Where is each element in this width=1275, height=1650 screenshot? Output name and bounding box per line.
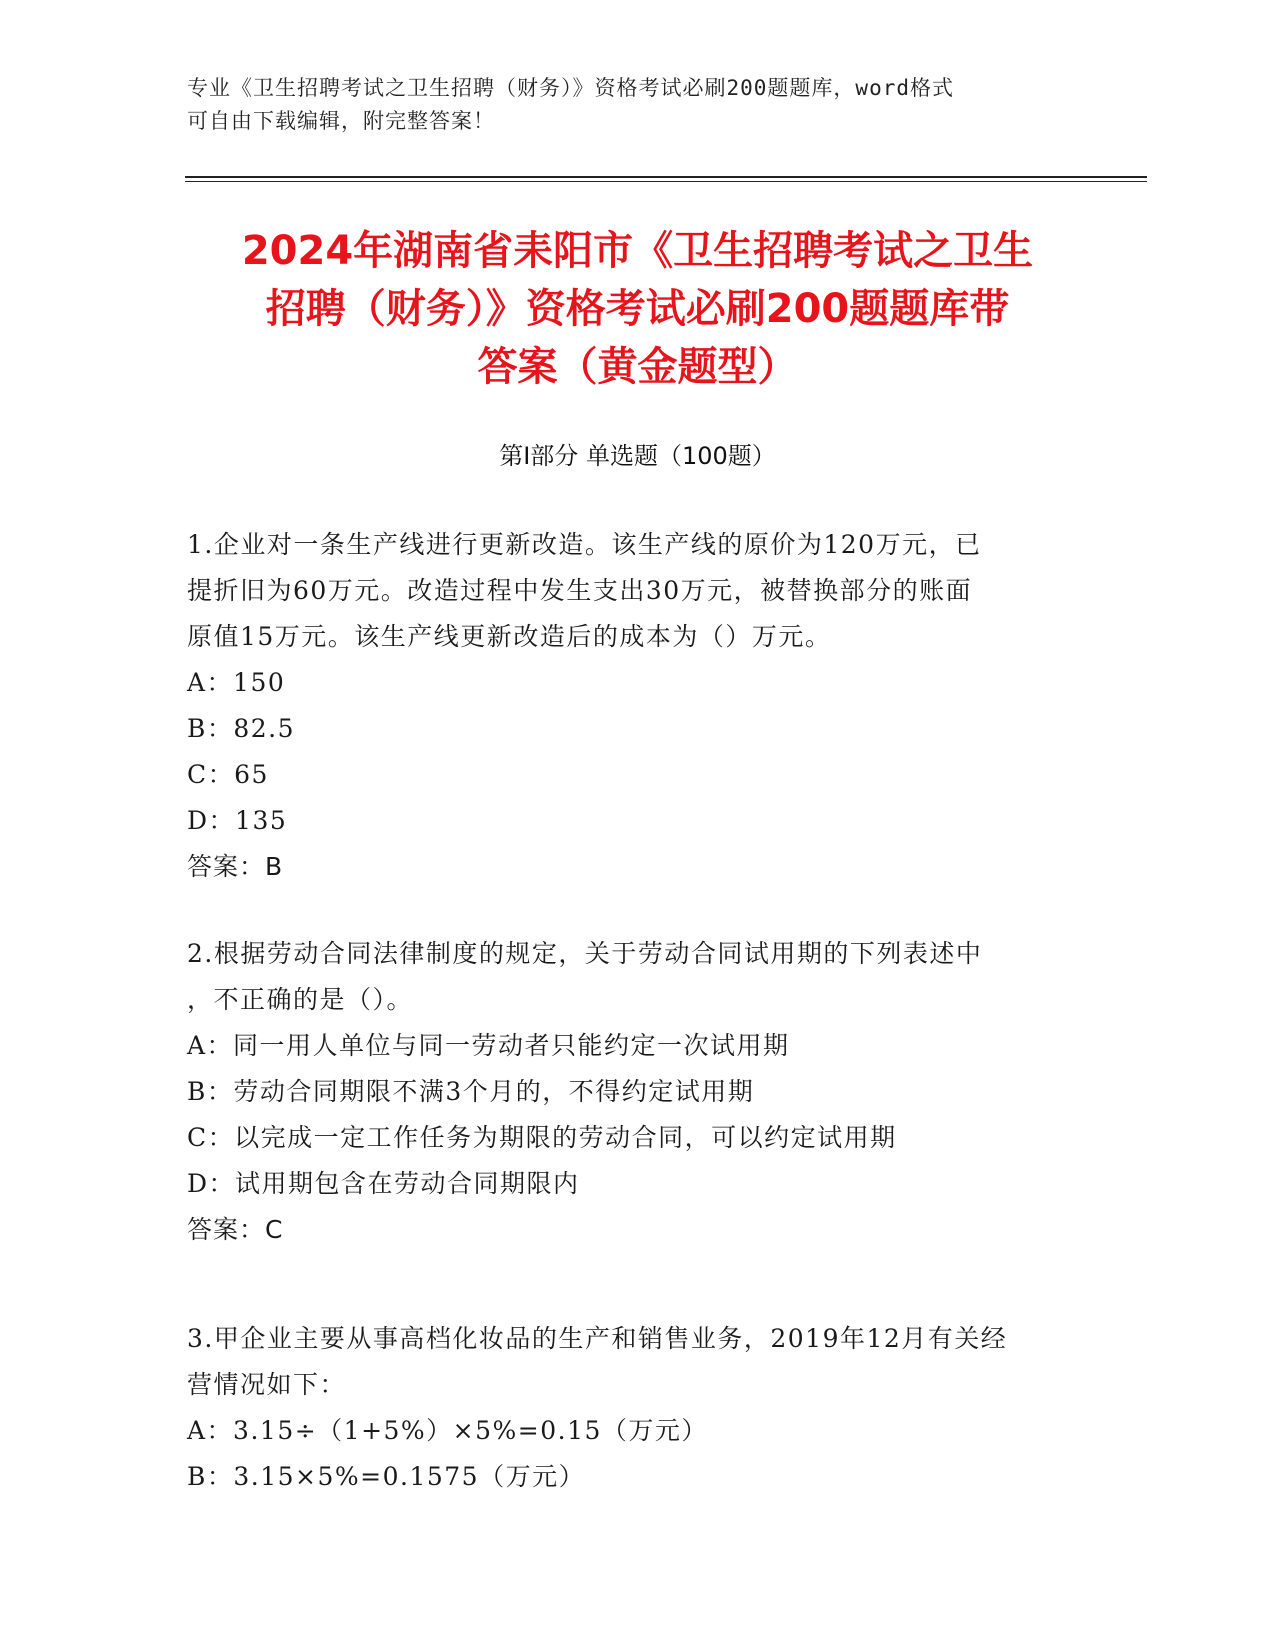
question-stem-line: 1.企业对一条生产线进行更新改造。该生产线的原价为120万元，已 — [187, 530, 982, 559]
option-d: D：试用期包含在劳动合同期限内 — [187, 1169, 580, 1198]
option-a: A：同一用人单位与同一劳动者只能约定一次试用期 — [187, 1031, 790, 1060]
header-note-line-2: 可自由下载编辑，附完整答案！ — [187, 109, 495, 133]
question-stem-line: 提折旧为60万元。改造过程中发生支出30万元，被替换部分的账面 — [187, 576, 973, 605]
option-b: B：劳动合同期限不满3个月的，不得约定试用期 — [187, 1077, 755, 1106]
question-2 — [187, 931, 1087, 1253]
header-note — [187, 72, 1067, 138]
document-title-line-1: 2024年湖南省耒阳市《卫生招聘考试之卫生 — [241, 228, 1034, 274]
question-stem-line: ，不正确的是（）。 — [187, 985, 414, 1014]
option-b: B：82.5 — [187, 714, 296, 743]
question-stem-line: 3.甲企业主要从事高档化妆品的生产和销售业务，2019年12月有关经 — [187, 1324, 1008, 1353]
document-title-line-2: 招聘（财务）》资格考试必刷200题题库带 — [265, 286, 1010, 332]
option-a: A：3.15÷（1+5%）×5%=0.15（万元） — [187, 1416, 708, 1445]
document-title-line-3: 答案（黄金题型） — [477, 344, 798, 390]
option-b: B：3.15×5%=0.1575（万元） — [187, 1462, 586, 1491]
header-divider-thin — [185, 181, 1147, 182]
question-stem-line: 2.根据劳动合同法律制度的规定，关于劳动合同试用期的下列表述中 — [187, 939, 983, 968]
answer-label: 答案：B — [187, 852, 284, 881]
section-title: 第Ⅰ部分 单选题（100题） — [499, 442, 776, 470]
header-note-line-1: 专业《卫生招聘考试之卫生招聘（财务）》资格考试必刷200题题库，word格式 — [187, 76, 954, 100]
option-a: A：150 — [187, 668, 286, 697]
question-1 — [187, 522, 1087, 890]
question-stem-line: 营情况如下： — [187, 1370, 347, 1399]
question-3 — [187, 1316, 1087, 1500]
header-divider-thick — [185, 176, 1147, 178]
option-c: C：65 — [187, 760, 269, 789]
document-title — [150, 222, 1125, 396]
option-c: C：以完成一定工作任务为期限的劳动合同，可以约定试用期 — [187, 1123, 897, 1152]
question-stem-line: 原值15万元。该生产线更新改造后的成本为（）万元。 — [187, 622, 832, 651]
answer-label: 答案：C — [187, 1215, 284, 1244]
option-d: D：135 — [187, 806, 288, 835]
